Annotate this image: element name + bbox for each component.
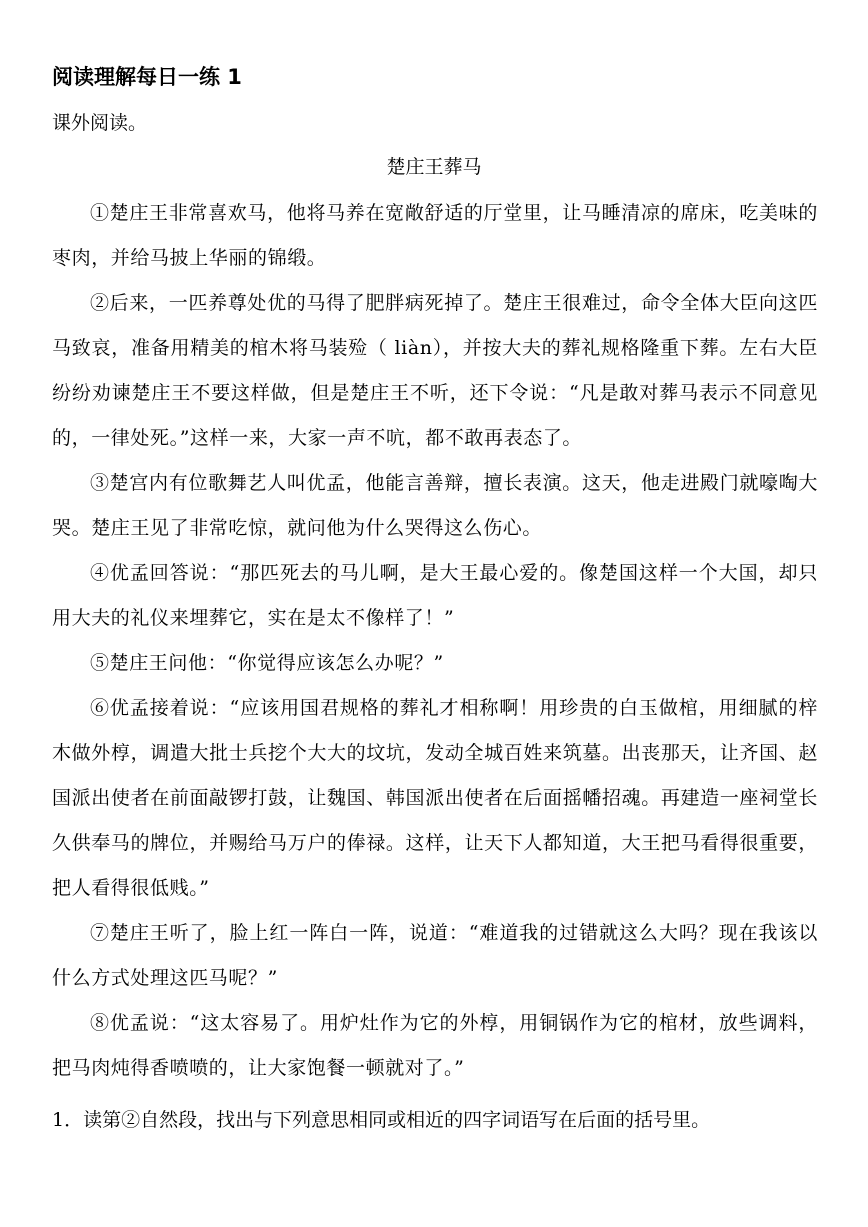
question-1: 1．读第②自然段，找出与下列意思相同或相近的四字词语写在后面的括号里。 (52, 1109, 711, 1131)
passage (52, 191, 818, 1091)
paragraph-8: ⑧优孟说：“这太容易了。用炉灶作为它的外椁，用铜锅作为它的棺材，放些调料，把马肉炖得香喷喷的，让大家饱餐一顿就对了。” (52, 1012, 818, 1079)
paragraph-4: ④优孟回答说：“那匹死去的马儿啊，是大王最心爱的。像楚国这样一个大国，却只用大夫的礼仪来埋葬它，实在是太不像样了！” (52, 562, 818, 629)
section-intro: 课外阅读。 (52, 112, 148, 134)
paragraph-3: ③楚宫内有位歌舞艺人叫优孟，他能言善辩，擅长表演。这天，他走进殿门就嚎啕大哭。楚庄王见了非常吃惊，就问他为什么哭得这么伤心。 (52, 472, 818, 539)
paragraph-5: ⑤楚庄王问他：“你觉得应该怎么办呢？” (90, 652, 444, 674)
paragraph-7: ⑦楚庄王听了，脸上红一阵白一阵，说道：“难道我的过错就这么大吗？现在我该以什么方式处理这匹马呢？” (52, 922, 818, 989)
story-title: 楚庄王葬马 (386, 156, 482, 178)
paragraph-2: ②后来，一匹养尊处优的马得了肥胖病死掉了。楚庄王很难过，命令全体大臣向这匹马致哀，准备用精美的棺木将马装殓（ liàn），并按大夫的葬礼规格隆重下葬。左右大臣纷纷劝谏楚庄王不要这样做，但是楚庄王不听，还下令说：“凡是敢对葬马表示不同意见的，一律处死。”这样一来，大家一声不吭，都不敢再表态了。 (52, 292, 818, 449)
paragraph-6: ⑥优孟接着说：“应该用国君规格的葬礼才相称啊！用珍贵的白玉做棺，用细腻的梓木做外椁，调遣大批士兵挖个大大的坟坑，发动全城百姓来筑墓。出丧那天，让齐国、赵国派出使者在前面敲锣打鼓，让魏国、韩国派出使者在后面摇幡招魂。再建造一座祠堂长久供奉马的牌位，并赐给马万户的俸禄。这样，让天下人都知道，大王把马看得很重要，把人看得很低贱。” (52, 697, 818, 899)
paragraph-1: ①楚庄王非常喜欢马，他将马养在宽敞舒适的厅堂里，让马睡清凉的席床，吃美味的枣肉，并给马披上华丽的锦缎。 (52, 202, 818, 269)
page-heading: 阅读理解每日一练 1 (52, 65, 242, 89)
